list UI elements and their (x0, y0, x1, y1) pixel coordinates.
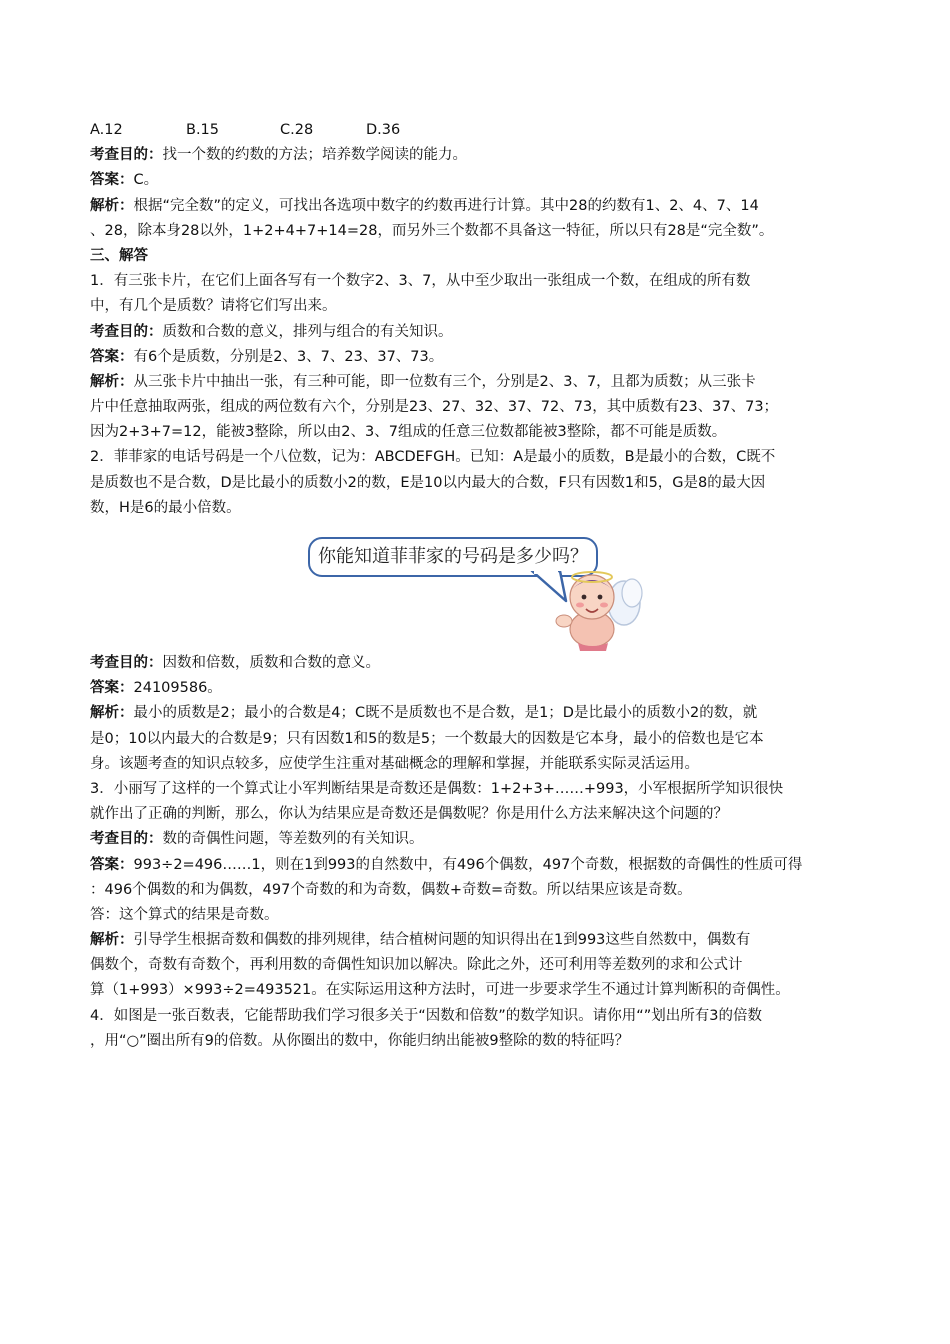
analysis-label: 解析： (90, 705, 134, 722)
purpose-text: 因数和倍数，质数和合数的意义。 (162, 655, 380, 671)
purpose-label: 考查目的： (90, 323, 163, 340)
prev-purpose (90, 143, 865, 168)
q3-analysis-line: 算（1+993）×993÷2=493521。在实际运用这种方法时，可进一步要求学生不通过计算判断积的奇偶性。 (90, 982, 790, 999)
purpose-text: 找一个数的约数的方法；培养数学阅读的能力。 (162, 147, 467, 164)
q2-purpose (90, 651, 865, 676)
section-title (90, 244, 865, 269)
option-c: C.28 (280, 122, 314, 138)
q3-answer (90, 853, 865, 878)
prev-answer (90, 168, 865, 193)
analysis-text: 最小的质数是2；最小的合数是4；C既不是质数也不是合数，是1；D是比最小的质数小2的数，就 (133, 705, 758, 722)
document-page (90, 118, 865, 1054)
purpose-text: 数的奇偶性问题，等差数列的有关知识。 (162, 831, 424, 848)
q3-text: 3．小丽写了这样的一个算式让小军判断结果是奇数还是偶数：1+2+3+……+993，小军根据所学知识很快 (90, 780, 784, 797)
analysis-text: 引导学生根据奇数和偶数的排列规律，结合植树问题的知识得出在1到993这些自然数中，偶数有 (133, 932, 751, 949)
answer-label: 答案： (90, 348, 134, 365)
q3-answer-line: ：496个偶数的和为偶数，497个奇数的和为奇数，偶数+奇数=奇数。所以结果应该是奇数。 (90, 881, 692, 898)
q4-text: 4．如图是一张百数表，它能帮助我们学习很多关于“因数和倍数”的数学知识。请你用“”划出所有3的倍数 (90, 1007, 762, 1024)
answer-options (90, 118, 865, 143)
q1-analysis-line (90, 370, 865, 395)
analysis-label: 解析： (90, 197, 134, 214)
section-title-text: 三、解答 (90, 247, 148, 264)
purpose-text: 质数和合数的意义，排列与组合的有关知识。 (162, 323, 453, 340)
q1-analysis-line: 片中任意抽取两张，组成的两位数有六个，分别是23、27、32、37、72、73，其中质数有23、37、73； (90, 399, 779, 416)
q2-analysis-line (90, 701, 865, 726)
q3-analysis-line (90, 928, 865, 953)
answer-text: 有6个是质数，分别是2、3、7、23、37、73。 (133, 348, 444, 365)
q2-analysis-line: 身。该题考查的知识点较多，应使学生注重对基础概念的理解和掌握，并能联系实际灵活运用。 (90, 755, 699, 772)
purpose-label: 考查目的： (90, 147, 163, 164)
answer-label: 答案： (90, 172, 134, 189)
q2-text: 2．菲菲家的电话号码是一个八位数，记为：ABCDEFGH。已知：A是最小的质数，B是最小的合数，C既不 (90, 449, 776, 466)
option-d: D.36 (366, 122, 401, 138)
q2-text: 是质数也不是合数，D是比最小的质数小2的数，E是10以内最大的合数，F只有因数1和5，G是8的最大因 (90, 474, 766, 491)
option-a: A.12 (90, 122, 123, 138)
q1-text: 1．有三张卡片，在它们上面各写有一个数字2、3、7，从中至少取出一张组成一个数，在组成的所有数 (90, 273, 751, 290)
purpose-label: 考查目的： (90, 655, 163, 671)
answer-text: 24109586。 (133, 680, 222, 697)
q2-analysis-line: 是0；10以内最大的合数是9；只有因数1和5的数是5；一个数最大的因数是它本身，最小的倍数也是它本 (90, 730, 764, 747)
q1-purpose (90, 320, 865, 345)
q4-text: ，用“○”圈出所有9的倍数。从你圈出的数中，你能归纳出能被9整除的数的特征吗？ (90, 1032, 630, 1049)
answer-text: C。 (133, 172, 159, 189)
q2-text: 数，H是6的最小倍数。 (90, 499, 241, 516)
q3-answer-line: 答：这个算式的结果是奇数。 (90, 906, 279, 923)
answer-label: 答案： (90, 856, 134, 873)
q1-analysis-line: 因为2+3+7=12，能被3整除，所以由2、3、7组成的任意三位数都能被3整除，都不可能是质数。 (90, 424, 727, 441)
analysis-label: 解析： (90, 932, 134, 949)
prev-analysis-line: 、28，除本身28以外，1+2+4+7+14=28，而另外三个数都不具备这一特征，所以只有28是“完全数”。 (90, 222, 774, 239)
q3-analysis-line: 偶数个，奇数有奇数个，再利用数的奇偶性知识加以解决。除此之外，还可利用等差数列的求和公式计 (90, 957, 743, 974)
q3-text: 就作出了正确的判断，那么，你认为结果应是奇数还是偶数呢？你是用什么方法来解决这个问题的？ (90, 806, 728, 823)
answer-label: 答案： (90, 680, 134, 697)
q3-purpose (90, 827, 865, 852)
prev-analysis-line (90, 194, 865, 219)
q1-text: 中，有几个是质数？请将它们写出来。 (90, 298, 337, 315)
speech-illustration (90, 527, 865, 651)
analysis-label: 解析： (90, 373, 134, 390)
analysis-text: 根据“完全数”的定义，可找出各选项中数字的约数再进行计算。其中28的约数有1、2、4、7、14 (133, 197, 759, 214)
option-b: B.15 (186, 122, 220, 138)
cupid-icon (552, 563, 644, 653)
purpose-label: 考查目的： (90, 831, 163, 848)
speech-bubble: 你能知道菲菲家的号码是多少吗？ (308, 537, 598, 577)
q2-answer (90, 676, 865, 701)
answer-text: 993÷2=496……1，则在1到993的自然数中，有496个偶数，497个奇数，根据数的奇偶性的性质可得 (133, 856, 803, 873)
q1-answer (90, 345, 865, 370)
analysis-text: 从三张卡片中抽出一张，有三种可能，即一位数有三个，分别是2、3、7，且都为质数；从三张卡 (133, 373, 756, 390)
